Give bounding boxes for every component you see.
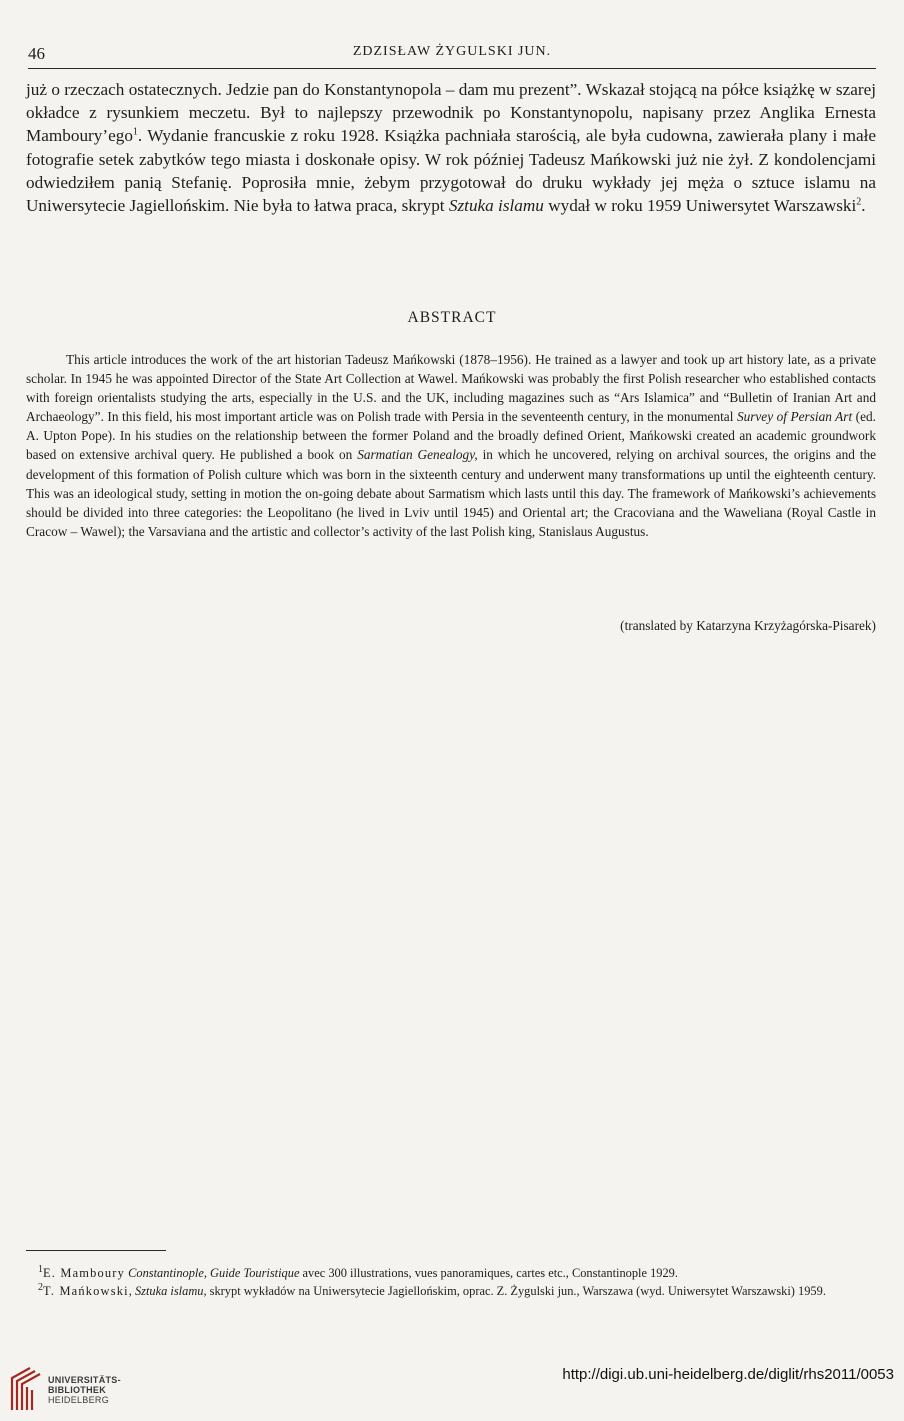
page-footer	[0, 1358, 904, 1421]
translator-credit: (translated by Katarzyna Krzyżagórska-Pisarek)	[620, 618, 876, 633]
abstract-text-1: This article introduces the work of the art historian Tadeusz Mańkowski (1878–1956). He trained as a lawyer and took up art history late, as a private scholar. In 1945 he was appointed Director of the State Art Collection at Wawel. Mańkowski was probably the first Polish researcher who established contacts with foreign orientalists studying the arts, especially in the U.S. and the UK, including magazines such as “Ars Islamica” and “Bulletin of Iranian Art and Archaeology”. In this field, his most important article was on Polish trade with Persia in the seventeenth century, in the monumental	[26, 352, 876, 425]
abstract-text-2: (ed. A. Upton Pope). In his studies on the relationship between the former Poland and the broadly defined Orient, Mańkowski created an academic groundwork based on extensive archival query. He published a book on	[26, 409, 876, 463]
library-logo-text	[48, 1375, 121, 1405]
body-text-2: . Wydanie francuskie z roku 1928. Książka pachniała starością, ale była cudowna, zawierała plany i małe fotografie setek zabytków tego miasta i doskonałe opisy. W rok później Tadeusz Mańkowski już nie żył. Z kondolencjami odwiedziłem panią Stefanię. Poprosiła mnie, żebym przygotował do druku wykłady jej męża o sztuce islamu na Uniwersytecie Jagiellońskim. Nie była to łatwa praca, skrypt	[26, 126, 876, 216]
footnote-ref-2[interactable]: 2	[856, 196, 862, 208]
footnote-rest: , skrypt wykładów na Uniwersytecie Jagiellońskim, oprac. Z. Żygulski jun., Warszawa (wyd. Uniwersytet Warszawski) 1959.	[203, 1284, 826, 1298]
footnote-2: $^2$T. Mańkowski, Sztuka islamu, skrypt wykładów na Uniwersytecie Jagiellońskim, oprac. Z. Żygulski jun., Warszawa (wyd. Uniwersytet Warszawski) 1959.	[38, 1281, 826, 1298]
body-text-3: wydał w roku 1959 Uniwersytet Warszawski	[543, 196, 857, 216]
footnote-1	[26, 1265, 876, 1282]
body-text-1: już o rzeczach ostatecznych. Jedzie pan do Konstantynopola – dam mu prezent”. Wskazał stojącą na półce książkę w szarej okładce z rysunkiem meczetu. Był to najlepszy przewodnik po Konstantynopolu, napisany przez Anglika Ernesta Mamboury’ego	[26, 80, 876, 146]
footnote-divider	[26, 1250, 166, 1251]
body-text-4: .	[861, 196, 866, 216]
abstract-italic-2: Sarmatian Genealogy,	[357, 447, 478, 463]
footnote-title: Constantinople, Guide Touristique	[128, 1266, 300, 1280]
permalink-url[interactable]: http://digi.ub.uni-heidelberg.de/diglit/rhs2011/0053	[562, 1366, 894, 1383]
book-title-italic: Sztuka islamu	[448, 196, 544, 216]
footnote-author: T. Mańkowski	[43, 1284, 129, 1298]
footnote-rest: avec 300 illustrations, vues panoramiques, cartes etc., Constantinople 1929.	[299, 1266, 678, 1280]
logo-line-1: UNIVERSITÄTS-	[48, 1375, 121, 1385]
footnote-title: Sztuka islamu	[134, 1284, 204, 1298]
abstract-text-3: in which he uncovered, relying on archival sources, the origins and the development of this formation of Polish culture which was born in the sixteenth century and underwent many transformations up until the eighteenth century. This was an ideological study, setting in motion the on-going debate about Sarmatism which lasts until this day. The framework of Mańkowski’s achievements should be divided into three categories: the Leopolitano (he lived in Lviv until 1945) and Oriental art; the Cracoviana and the Waweliana (Royal Castle in Cracow – Wawel); the Varsaviana and the artistic and collector’s activity of the last Polish king, Stanislaus Augustus.	[26, 447, 876, 539]
logo-line-2: BIBLIOTHEK	[48, 1385, 106, 1395]
abstract-heading: ABSTRACT	[407, 309, 497, 326]
page-number: 46	[28, 44, 45, 63]
footnote-author: E. Mamboury	[43, 1266, 126, 1280]
running-head: ZDZISŁAW ŻYGULSKI JUN.	[352, 44, 552, 59]
abstract-italic-1: Survey of Persian Art	[736, 409, 853, 425]
body-paragraph	[26, 78, 876, 217]
logo-line-3: HEIDELBERG	[48, 1395, 110, 1405]
abstract-paragraph	[26, 350, 876, 541]
footnote-ref-1[interactable]: 1	[132, 126, 138, 138]
footnote-number: 1	[38, 1263, 43, 1275]
footnote-number: 2	[38, 1281, 43, 1293]
page-header	[28, 44, 876, 69]
library-logo-icon	[8, 1364, 42, 1414]
